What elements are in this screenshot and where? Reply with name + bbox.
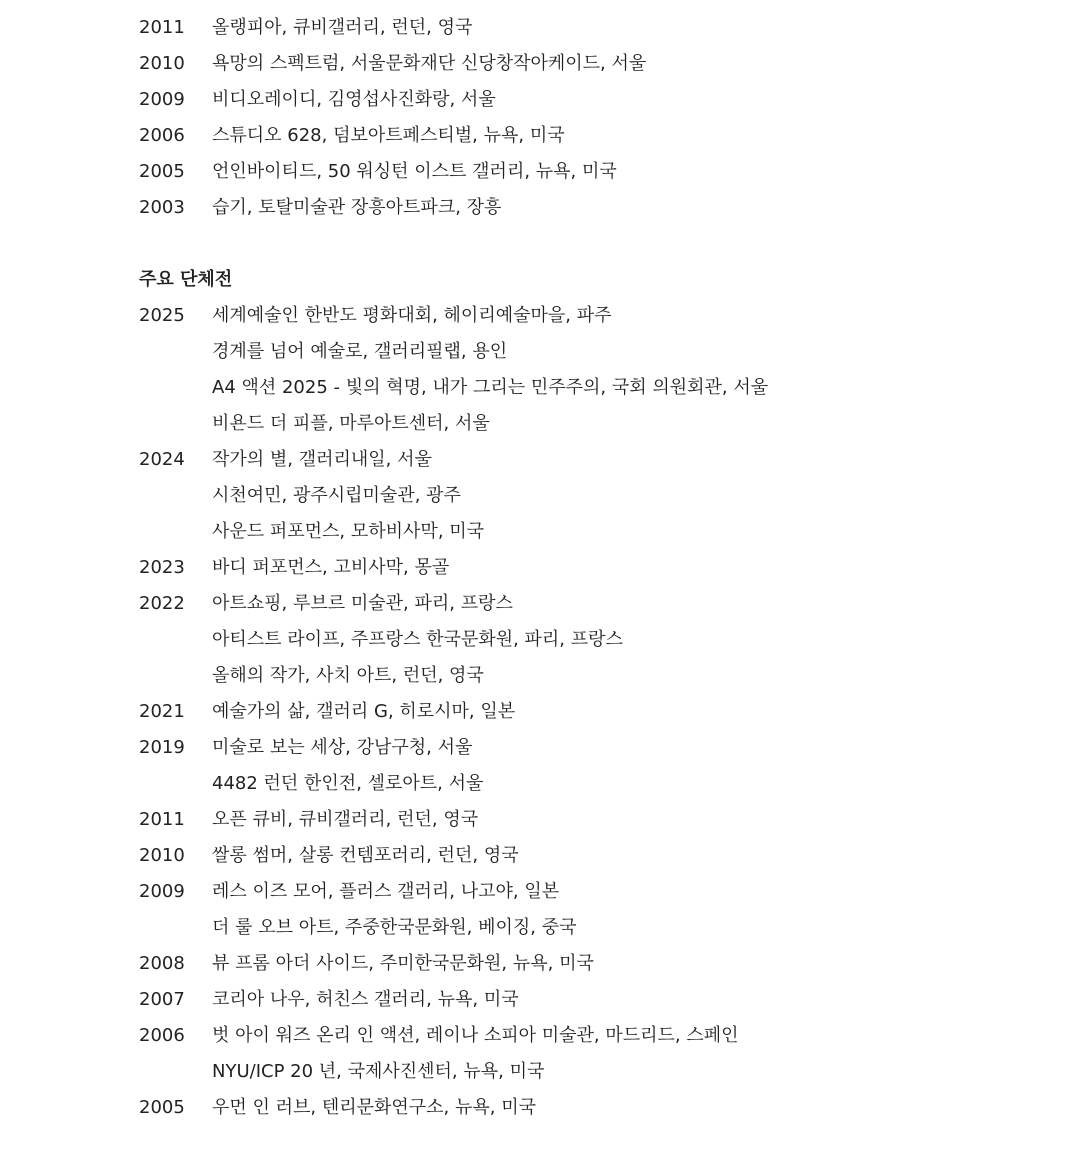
exhibition-row <box>139 190 1039 226</box>
group-exhibition-list <box>139 298 1039 1126</box>
exhibition-year: 2019 <box>139 737 185 758</box>
exhibition-entry: 우먼 인 러브, 텐리문화연구소, 뉴욕, 미국 <box>212 1097 536 1118</box>
exhibition-year: 2011 <box>139 17 185 38</box>
section-spacer <box>139 226 1039 262</box>
exhibition-entry: 시천여민, 광주시립미술관, 광주 <box>212 485 461 506</box>
exhibition-row <box>139 442 1039 478</box>
exhibition-row <box>139 1018 1039 1054</box>
exhibition-year: 2025 <box>139 305 185 326</box>
exhibition-row <box>139 874 1039 910</box>
exhibition-entry: 뷰 프롬 아더 사이드, 주미한국문화원, 뉴욕, 미국 <box>212 953 594 974</box>
exhibition-entry: 아트쇼핑, 루브르 미술관, 파리, 프랑스 <box>212 593 513 614</box>
exhibition-row <box>139 370 1039 406</box>
exhibition-year: 2007 <box>139 989 185 1010</box>
exhibition-entry: 코리아 나우, 허친스 갤러리, 뉴욕, 미국 <box>212 989 519 1010</box>
exhibition-entry: 바디 퍼포먼스, 고비사막, 몽골 <box>212 557 450 578</box>
exhibition-entry: 작가의 별, 갤러리내일, 서울 <box>212 449 432 470</box>
exhibition-row <box>139 406 1039 442</box>
exhibition-year: 2009 <box>139 881 185 902</box>
exhibition-year: 2010 <box>139 845 185 866</box>
exhibition-row <box>139 1054 1039 1090</box>
exhibition-row <box>139 658 1039 694</box>
exhibition-row <box>139 622 1039 658</box>
exhibition-year: 2023 <box>139 557 185 578</box>
exhibition-row <box>139 802 1039 838</box>
exhibition-entry: 스튜디오 628, 덤보아트페스티벌, 뉴욕, 미국 <box>212 125 565 146</box>
exhibition-entry: 경계를 넘어 예술로, 갤러리필랩, 용인 <box>212 341 508 362</box>
exhibition-year: 2024 <box>139 449 185 470</box>
exhibition-entry: 레스 이즈 모어, 플러스 갤러리, 나고야, 일본 <box>212 881 560 902</box>
exhibition-entry: 욕망의 스펙트럼, 서울문화재단 신당창작아케이드, 서울 <box>212 53 647 74</box>
exhibition-row <box>139 478 1039 514</box>
exhibition-entry: 오픈 큐비, 큐비갤러리, 런던, 영국 <box>212 809 479 830</box>
exhibition-year: 2010 <box>139 53 185 74</box>
exhibition-entry: 벗 아이 워즈 온리 인 액션, 레이나 소피아 미술관, 마드리드, 스페인 <box>212 1025 739 1046</box>
exhibition-entry: A4 액션 2025 - 빛의 혁명, 내가 그리는 민주주의, 국회 의원회관, 서울 <box>212 377 769 398</box>
exhibition-entry: 미술로 보는 세상, 강남구청, 서울 <box>212 737 473 758</box>
exhibition-entry: 쌀롱 썸머, 살롱 컨템포러리, 런던, 영국 <box>212 845 519 866</box>
exhibition-year: 2022 <box>139 593 185 614</box>
exhibition-document <box>139 10 1039 1126</box>
exhibition-row <box>139 694 1039 730</box>
exhibition-row <box>139 586 1039 622</box>
exhibition-entry: 올랭피아, 큐비갤러리, 런던, 영국 <box>212 17 473 38</box>
exhibition-row <box>139 550 1039 586</box>
exhibition-row <box>139 1090 1039 1126</box>
exhibition-row <box>139 982 1039 1018</box>
exhibition-row <box>139 154 1039 190</box>
exhibition-row <box>139 910 1039 946</box>
exhibition-row <box>139 46 1039 82</box>
exhibition-entry: 4482 런던 한인전, 셀로아트, 서울 <box>212 773 484 794</box>
exhibition-row <box>139 118 1039 154</box>
exhibition-entry: NYU/ICP 20 년, 국제사진센터, 뉴욕, 미국 <box>212 1061 545 1082</box>
solo-exhibition-list <box>139 10 1039 226</box>
exhibition-entry: 사운드 퍼포먼스, 모하비사막, 미국 <box>212 521 485 542</box>
exhibition-year: 2008 <box>139 953 185 974</box>
exhibition-entry: 언인바이티드, 50 워싱턴 이스트 갤러리, 뉴욕, 미국 <box>212 161 617 182</box>
exhibition-row <box>139 766 1039 802</box>
group-exhibition-heading: 주요 단체전 <box>139 269 233 290</box>
exhibition-entry: 올해의 작가, 사치 아트, 런던, 영국 <box>212 665 484 686</box>
exhibition-entry: 비욘드 더 피플, 마루아트센터, 서울 <box>212 413 490 434</box>
exhibition-entry: 습기, 토탈미술관 장흥아트파크, 장흥 <box>212 197 502 218</box>
exhibition-year: 2021 <box>139 701 185 722</box>
exhibition-row <box>139 298 1039 334</box>
exhibition-entry: 더 룰 오브 아트, 주중한국문화원, 베이징, 중국 <box>212 917 577 938</box>
exhibition-year: 2005 <box>139 161 185 182</box>
exhibition-row <box>139 10 1039 46</box>
exhibition-entry: 비디오레이디, 김영섭사진화랑, 서울 <box>212 89 496 110</box>
exhibition-year: 2006 <box>139 125 185 146</box>
exhibition-row <box>139 82 1039 118</box>
exhibition-row <box>139 334 1039 370</box>
exhibition-entry: 예술가의 삶, 갤러리 G, 히로시마, 일본 <box>212 701 516 722</box>
exhibition-row <box>139 946 1039 982</box>
exhibition-year: 2005 <box>139 1097 185 1118</box>
exhibition-year: 2009 <box>139 89 185 110</box>
exhibition-row <box>139 838 1039 874</box>
exhibition-row <box>139 730 1039 766</box>
exhibition-year: 2003 <box>139 197 185 218</box>
exhibition-year: 2006 <box>139 1025 185 1046</box>
exhibition-row <box>139 514 1039 550</box>
exhibition-year: 2011 <box>139 809 185 830</box>
exhibition-entry: 아티스트 라이프, 주프랑스 한국문화원, 파리, 프랑스 <box>212 629 623 650</box>
exhibition-entry: 세계예술인 한반도 평화대회, 헤이리예술마을, 파주 <box>212 305 612 326</box>
